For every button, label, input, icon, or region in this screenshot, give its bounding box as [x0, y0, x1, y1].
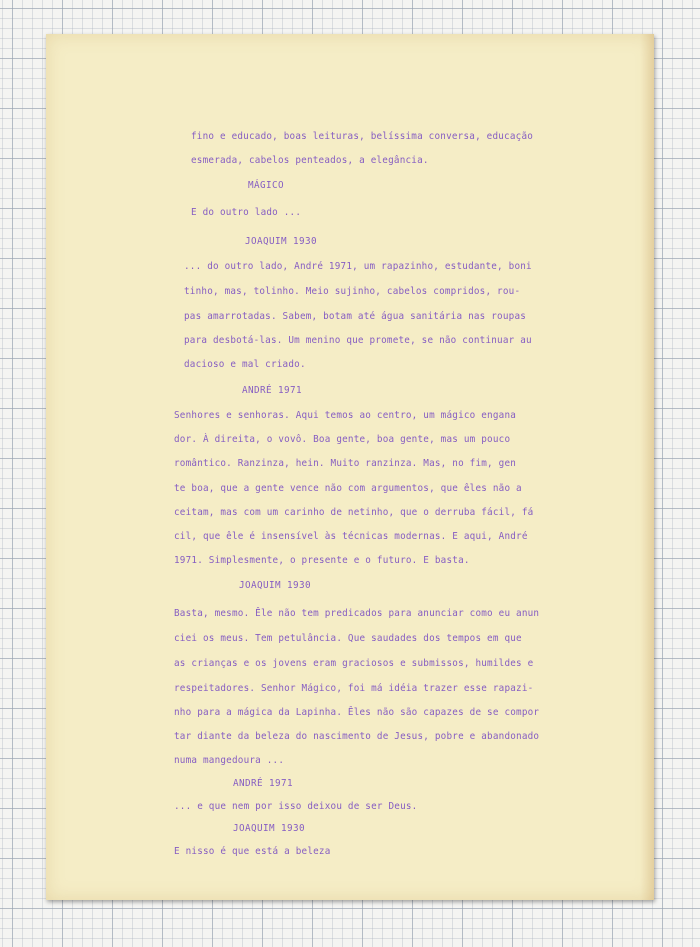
body-line: dor. À direita, o vovô. Boa gente, boa gente, mas um pouco [174, 434, 511, 445]
body-line: as crianças e os jovens eram graciosos e submissos, humildes e [174, 658, 534, 669]
typewritten-page [46, 34, 654, 900]
body-line: dacioso e mal criado. [184, 359, 306, 370]
body-line: ceitam, mas com um carinho de netinho, que o derruba fácil, fá [174, 507, 534, 518]
speaker-heading: JOAQUIM 1930 [233, 823, 305, 834]
body-line: nho para a mágica da Lapinha. Êles não são capazes de se compor [174, 707, 540, 718]
body-line: tinho, mas, tolinho. Meio sujinho, cabelos compridos, rou- [184, 286, 521, 297]
body-line: ... do outro lado, André 1971, um rapazinho, estudante, boni [184, 261, 532, 272]
body-line: pas amarrotadas. Sabem, botam até água sanitária nas roupas [184, 311, 527, 322]
body-line: romântico. Ranzinza, hein. Muito ranzinza. Mas, no fim, gen [174, 458, 517, 469]
body-line: respeitadores. Senhor Mágico, foi má idéia trazer esse rapazi- [174, 683, 534, 694]
body-line: para desbotá-las. Um menino que promete, se não continuar au [184, 335, 532, 346]
body-line: E do outro lado ... [191, 207, 302, 218]
body-line: tar diante da beleza do nascimento de Jesus, pobre e abandonado [174, 731, 540, 742]
body-line: Basta, mesmo. Êle não tem predicados para anunciar como eu anun [174, 608, 540, 619]
body-line: cil, que êle é insensível às técnicas modernas. E aqui, André [174, 531, 528, 542]
body-line: Senhores e senhoras. Aqui temos ao centro, um mágico engana [174, 410, 517, 421]
body-line: 1971. Simplesmente, o presente e o futuro. E basta. [174, 555, 470, 566]
speaker-heading: JOAQUIM 1930 [239, 580, 311, 591]
body-line: te boa, que a gente vence não com argumentos, que êles não a [174, 483, 522, 494]
body-line: fino e educado, boas leituras, belíssima conversa, educação [191, 131, 534, 142]
speaker-heading: JOAQUIM 1930 [245, 236, 317, 247]
body-line: esmerada, cabelos penteados, a elegância. [191, 155, 429, 166]
speaker-heading: MÁGICO [248, 180, 284, 191]
speaker-heading: ANDRÉ 1971 [233, 778, 293, 789]
body-line: ... e que nem por isso deixou de ser Deus. [174, 801, 418, 812]
body-line: E nisso é que está a beleza [174, 846, 331, 857]
speaker-heading: ANDRÉ 1971 [242, 385, 302, 396]
body-line: numa mangedoura ... [174, 755, 285, 766]
body-line: ciei os meus. Tem petulância. Que saudades dos tempos em que [174, 633, 522, 644]
